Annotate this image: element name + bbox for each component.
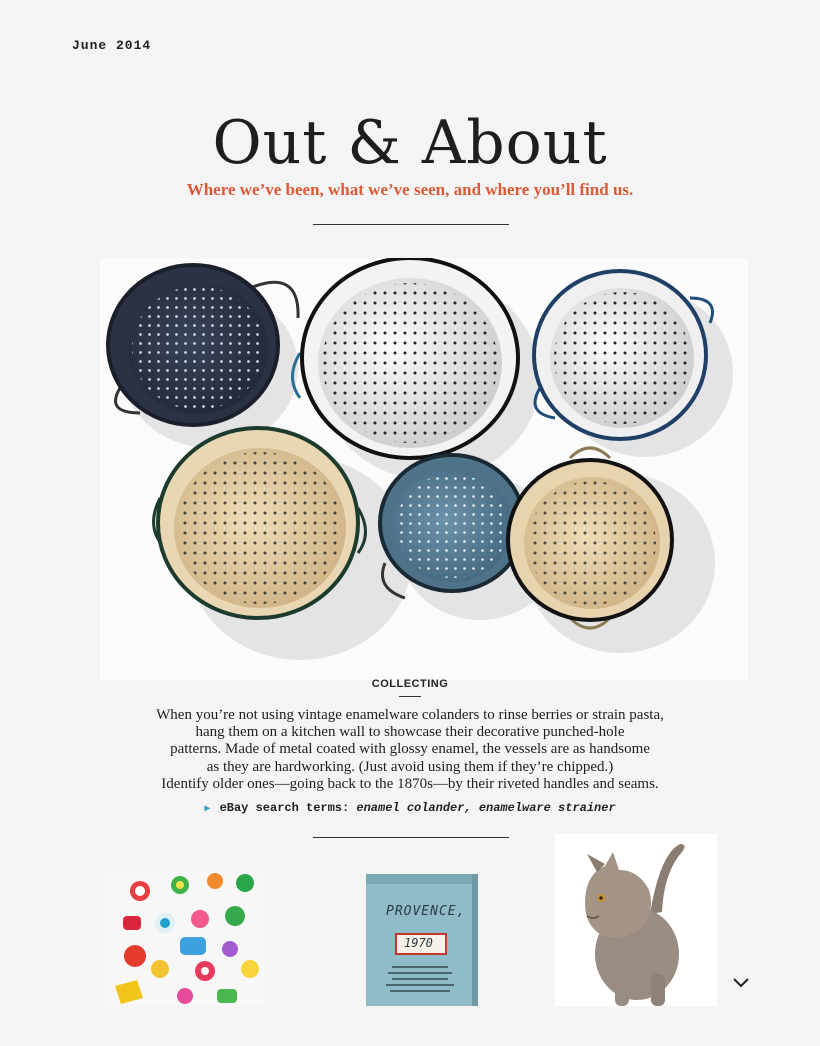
page-title: Out & About — [212, 108, 608, 178]
play-arrow-icon: ▶ — [204, 804, 211, 815]
article-line: hang them on a kitchen wall to showcase their decorative punched-hole — [195, 724, 625, 741]
article-line: When you’re not using vintage enamelware colanders to rinse berries or strain pasta, — [156, 707, 664, 723]
issue-date: June 2014 — [72, 38, 152, 53]
ebay-terms: enamel colander, enamelware strainer — [356, 801, 616, 815]
book-thumbnail[interactable] — [340, 862, 510, 1006]
cat-thumbnail[interactable] — [555, 834, 717, 1006]
ebay-search-terms — [0, 801, 820, 815]
candy-thumbnail[interactable] — [105, 871, 265, 1006]
page-subtitle: Where we’ve been, what we’ve seen, and where you’ll find us. — [186, 180, 634, 199]
ebay-label: eBay search terms: — [219, 801, 350, 815]
divider — [313, 837, 509, 838]
article-body — [120, 707, 700, 793]
article-line: Identify older ones—going back to the 1870s—by their riveted handles and seams. — [161, 775, 659, 792]
book-title-line-2: 1970 — [404, 936, 433, 950]
article-line: as they are hardworking. (Just avoid using them if they’re chipped.) — [206, 758, 614, 775]
kicker-divider — [399, 696, 421, 697]
book-title-line-1: PROVENCE, — [386, 904, 466, 919]
section-kicker: COLLECTING — [371, 678, 449, 690]
article-line: patterns. Made of metal coated with glossy enamel, the vessels are as handsome — [170, 741, 650, 758]
divider — [313, 224, 509, 225]
colanders-photo — [100, 258, 748, 680]
chevron-down-icon[interactable] — [732, 976, 750, 990]
